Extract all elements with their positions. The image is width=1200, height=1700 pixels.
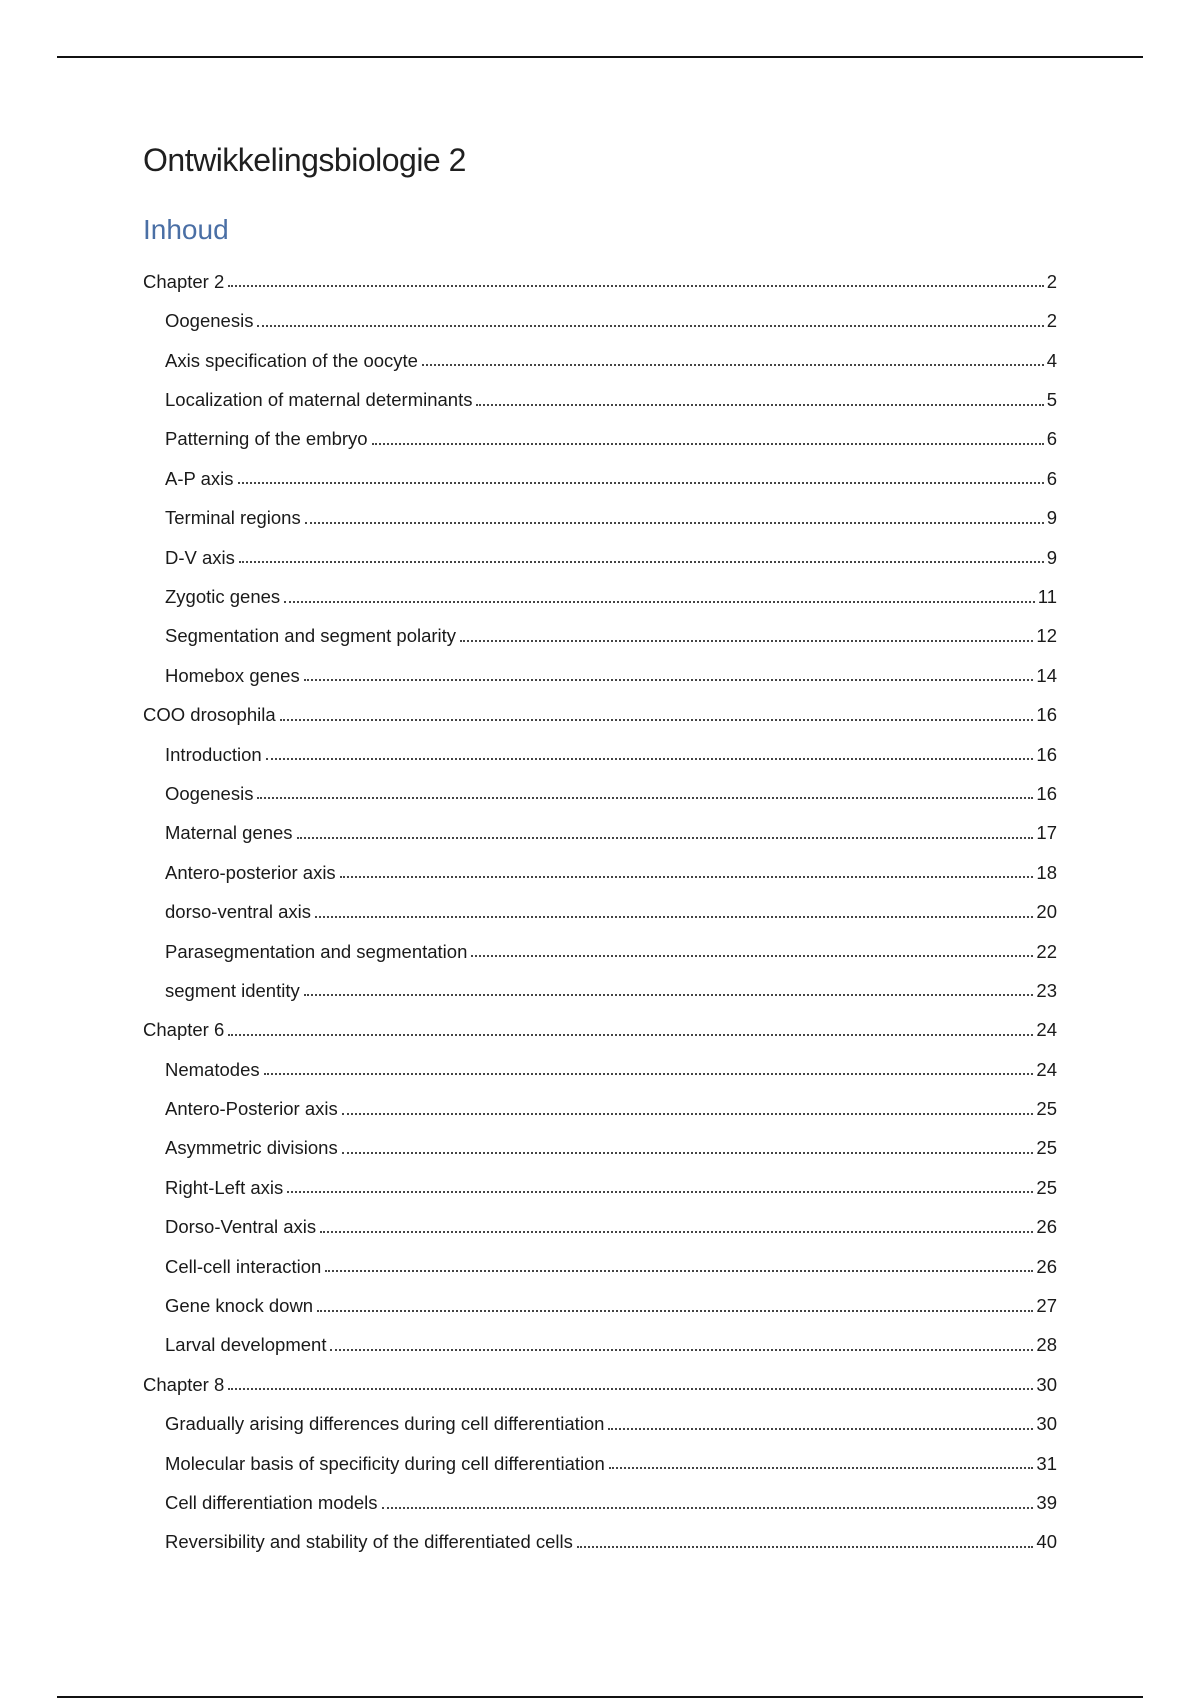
toc-section-entry[interactable]: [143, 567, 1057, 606]
toc-dot-leader: [342, 1113, 1034, 1115]
toc-section-entry[interactable]: [143, 1040, 1057, 1079]
toc-section-entry[interactable]: [143, 843, 1057, 882]
toc-entry-label: Nematodes: [165, 1058, 260, 1080]
toc-entry-label: A-P axis: [165, 467, 234, 489]
toc-chapter-entry[interactable]: [143, 1355, 1057, 1394]
toc-section-entry[interactable]: [143, 410, 1057, 449]
toc-page-number: 5: [1046, 389, 1057, 411]
toc-page-number: 16: [1036, 743, 1057, 765]
toc-entry-label: Larval development: [165, 1334, 327, 1356]
toc-dot-leader: [304, 994, 1034, 996]
toc-section-entry[interactable]: [143, 646, 1057, 685]
toc-entry-label: Introduction: [165, 743, 262, 765]
toc-section-entry[interactable]: [143, 1197, 1057, 1236]
toc-section-entry[interactable]: [143, 803, 1057, 842]
toc-entry-label: Molecular basis of specificity during cell differentiation: [165, 1452, 605, 1474]
toc-entry-label: Patterning of the embryo: [165, 428, 368, 450]
toc-page-number: 2: [1046, 270, 1057, 292]
header-rule: [57, 56, 1143, 58]
toc-entry-label: Oogenesis: [165, 782, 254, 804]
toc-page-number: 2: [1046, 310, 1057, 332]
toc-entry-label: Dorso-Ventral axis: [165, 1216, 317, 1238]
toc-dot-leader: [382, 1507, 1034, 1509]
toc-chapter-entry[interactable]: [143, 685, 1057, 724]
toc-dot-leader: [280, 719, 1034, 721]
toc-entry-label: Localization of maternal determinants: [165, 389, 473, 411]
toc-dot-leader: [460, 640, 1033, 642]
toc-page-number: 20: [1036, 901, 1057, 923]
toc-entry-label: dorso-ventral axis: [165, 901, 312, 923]
toc-entry-label: Antero-posterior axis: [165, 861, 336, 883]
toc-entry-label: Gene knock down: [165, 1295, 314, 1317]
toc-dot-leader: [315, 916, 1033, 918]
toc-page-number: 12: [1036, 625, 1057, 647]
toc-entry-label: Segmentation and segment polarity: [165, 625, 457, 647]
toc-page-number: 16: [1036, 704, 1057, 726]
toc-entry-label: D-V axis: [165, 546, 235, 568]
toc-page-number: 27: [1036, 1295, 1057, 1317]
toc-entry-label: Terminal regions: [165, 507, 301, 529]
toc-dot-leader: [422, 364, 1044, 366]
toc-chapter-entry[interactable]: [143, 252, 1057, 291]
toc-section-entry[interactable]: [143, 1434, 1057, 1473]
toc-section-entry[interactable]: [143, 922, 1057, 961]
toc-dot-leader: [330, 1349, 1033, 1351]
toc-entry-label: Reversibility and stability of the differentiated cells: [165, 1531, 573, 1553]
toc-section-entry[interactable]: [143, 370, 1057, 409]
toc-entry-label: Antero-Posterior axis: [165, 1098, 338, 1120]
toc-section-entry[interactable]: [143, 1473, 1057, 1512]
toc-dot-leader: [257, 797, 1033, 799]
toc-page-number: 11: [1037, 586, 1057, 608]
toc-section-entry[interactable]: [143, 1316, 1057, 1355]
toc-dot-leader: [297, 837, 1034, 839]
toc-entry-label: Chapter 2: [143, 270, 225, 292]
toc-section-entry[interactable]: [143, 1158, 1057, 1197]
toc-section-entry[interactable]: [143, 1276, 1057, 1315]
toc-dot-leader: [264, 1073, 1034, 1075]
toc-page-number: 31: [1036, 1452, 1057, 1474]
toc-page-number: 26: [1036, 1255, 1057, 1277]
toc-dot-leader: [372, 443, 1044, 445]
toc-entry-label: Gradually arising differences during cell differentiation: [165, 1413, 605, 1435]
toc-page-number: 23: [1036, 979, 1057, 1001]
toc-dot-leader: [287, 1191, 1033, 1193]
toc-entry-label: Cell differentiation models: [165, 1492, 378, 1513]
toc-page-number: 28: [1036, 1334, 1057, 1356]
toc-section-entry[interactable]: [143, 725, 1057, 764]
toc-page-number: 16: [1036, 782, 1057, 804]
toc-dot-leader: [476, 404, 1043, 406]
toc-section-entry[interactable]: [143, 449, 1057, 488]
toc-dot-leader: [257, 325, 1043, 327]
toc-entry-label: Axis specification of the oocyte: [165, 349, 418, 371]
toc-page-number: 40: [1036, 1531, 1057, 1553]
toc-page-number: 22: [1036, 940, 1057, 962]
toc-dot-leader: [608, 1428, 1033, 1430]
toc-section-entry[interactable]: [143, 488, 1057, 527]
toc-section-entry[interactable]: [143, 1079, 1057, 1118]
toc-dot-leader: [320, 1231, 1033, 1233]
toc-section-entry[interactable]: [143, 1513, 1057, 1552]
toc-dot-leader: [577, 1546, 1034, 1548]
toc-page-number: 24: [1036, 1058, 1057, 1080]
toc-dot-leader: [228, 285, 1043, 287]
toc-dot-leader: [238, 482, 1044, 484]
toc-page-number: 25: [1036, 1137, 1057, 1159]
toc-page-number: 25: [1036, 1098, 1057, 1120]
toc-dot-leader: [304, 679, 1034, 681]
toc-dot-leader: [340, 876, 1034, 878]
toc-section-entry[interactable]: [143, 961, 1057, 1000]
toc-entry-label: Homebox genes: [165, 664, 300, 686]
table-of-contents: [143, 252, 1057, 1552]
toc-entry-label: Asymmetric divisions: [165, 1137, 338, 1159]
toc-entry-label: Parasegmentation and segmentation: [165, 940, 468, 962]
toc-dot-leader: [609, 1467, 1034, 1469]
toc-section-entry[interactable]: [143, 1394, 1057, 1433]
toc-page-number: 18: [1036, 861, 1057, 883]
toc-section-entry[interactable]: [143, 291, 1057, 330]
toc-entry-label: segment identity: [165, 979, 300, 1001]
toc-dot-leader: [284, 601, 1035, 603]
toc-section-entry[interactable]: [143, 331, 1057, 370]
toc-heading: Inhoud: [143, 214, 229, 245]
toc-section-entry[interactable]: [143, 1119, 1057, 1158]
toc-page-number: 30: [1036, 1373, 1057, 1395]
toc-dot-leader: [266, 758, 1034, 760]
toc-page-number: 6: [1046, 467, 1057, 489]
toc-page-number: 14: [1036, 664, 1057, 686]
toc-dot-leader: [228, 1034, 1033, 1036]
toc-page-number: 25: [1036, 1176, 1057, 1198]
toc-section-entry[interactable]: [143, 528, 1057, 567]
toc-entry-label: Right-Left axis: [165, 1176, 284, 1198]
toc-page-number: 39: [1036, 1492, 1057, 1513]
toc-section-entry[interactable]: [143, 1237, 1057, 1276]
toc-page-number: 9: [1046, 507, 1057, 529]
toc-entry-label: Chapter 8: [143, 1373, 225, 1395]
toc-dot-leader: [342, 1152, 1034, 1154]
toc-section-entry[interactable]: [143, 764, 1057, 803]
toc-page-number: 6: [1046, 428, 1057, 450]
toc-section-entry[interactable]: [143, 882, 1057, 921]
toc-entry-label: Cell-cell interaction: [165, 1255, 322, 1277]
toc-dot-leader: [305, 522, 1044, 524]
toc-chapter-entry[interactable]: [143, 1000, 1057, 1039]
toc-entry-label: Zygotic genes: [165, 586, 281, 608]
toc-dot-leader: [317, 1310, 1033, 1312]
toc-entry-label: Oogenesis: [165, 310, 254, 332]
toc-page-number: 26: [1036, 1216, 1057, 1238]
toc-entry-label: Chapter 6: [143, 1019, 225, 1041]
toc-entry-label: COO drosophila: [143, 704, 276, 726]
document-title: Ontwikkelingsbiologie 2: [143, 142, 466, 178]
toc-entry-label: Maternal genes: [165, 822, 293, 844]
toc-dot-leader: [239, 561, 1044, 563]
toc-section-entry[interactable]: [143, 607, 1057, 646]
toc-page-number: 30: [1036, 1413, 1057, 1435]
footer-rule: [57, 1696, 1143, 1698]
toc-page-number: 9: [1046, 546, 1057, 568]
toc-page-number: 24: [1036, 1019, 1057, 1041]
toc-page-number: 17: [1036, 822, 1057, 844]
toc-dot-leader: [228, 1388, 1033, 1390]
toc-dot-leader: [325, 1270, 1033, 1272]
toc-page-number: 4: [1046, 349, 1057, 371]
toc-dot-leader: [471, 955, 1033, 957]
